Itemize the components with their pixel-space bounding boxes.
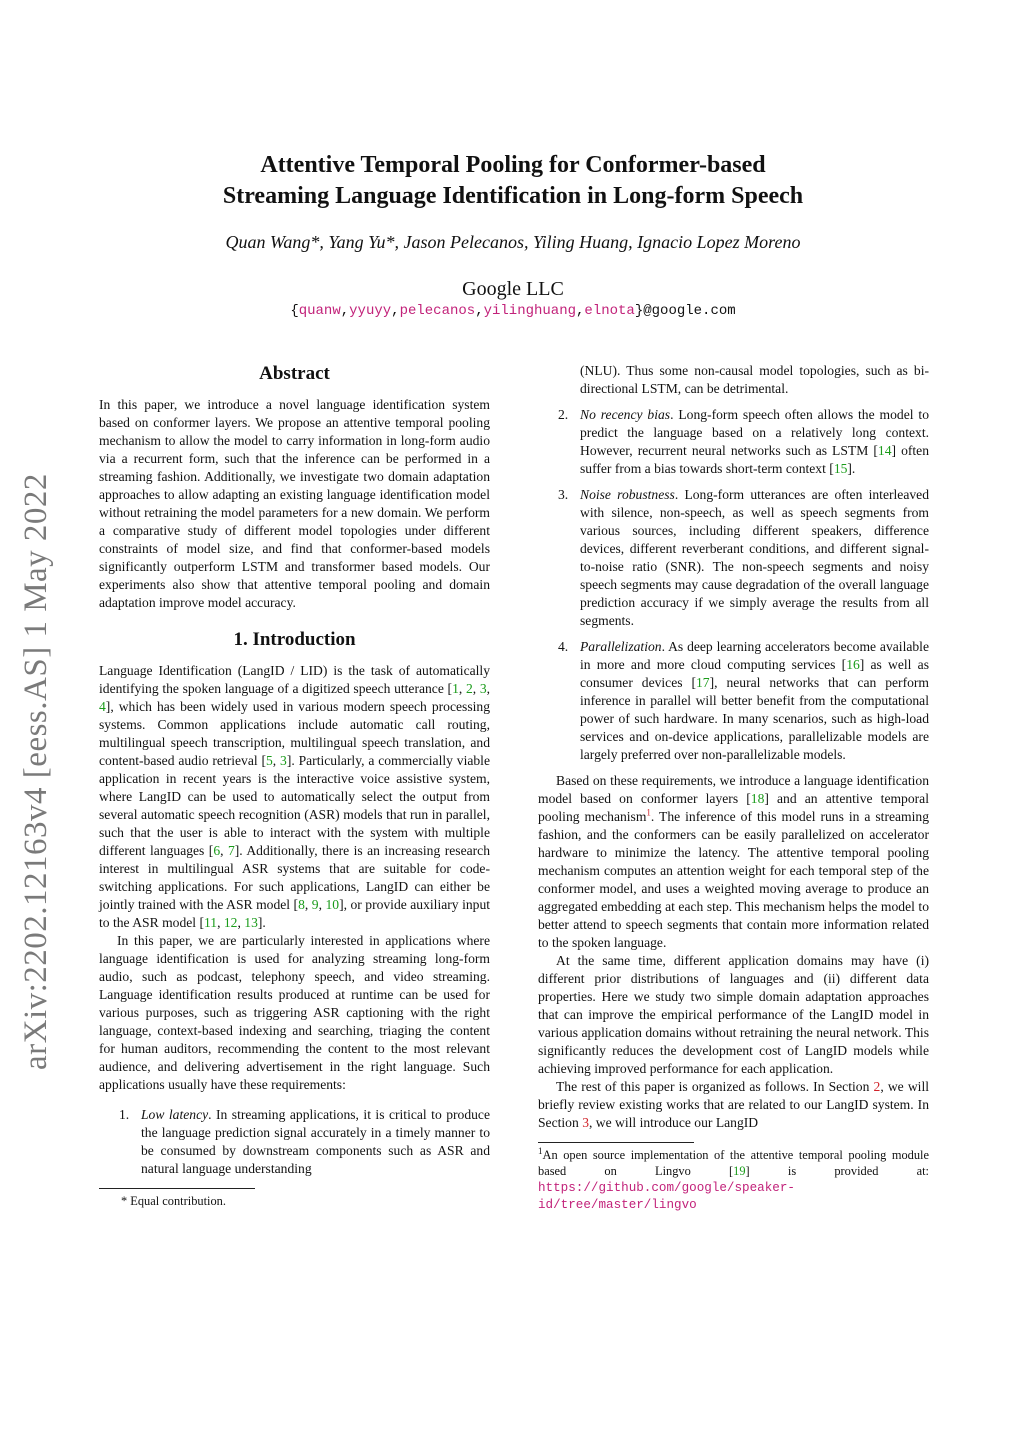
citation-link[interactable]: 12 [223,915,238,930]
list-item: 2. No recency bias. Long-form speech often allows the model to predict the language based on a relatively long context. However, recurrent neural networks such as LSTM [14] often suffer from a bias towards short-term context [15]. [558,407,930,476]
emails-domain: }@google.com [634,303,736,319]
citation-link[interactable]: 17 [696,675,710,690]
section-reference-link[interactable]: 2 [873,1079,881,1094]
body-paragraph: The rest of this paper is organized as follows. In Section 2, we will briefly review existing works that are related to our LangID system. In Section 3, we will introduce our LangID [538,1079,929,1130]
citation-link[interactable]: 14 [877,443,892,458]
citation-link[interactable]: 9 [311,897,319,912]
footnote-divider [538,1142,694,1143]
email-link[interactable]: yyuyy [349,303,392,319]
citation-link[interactable]: 19 [733,1164,746,1178]
citation-link[interactable]: 11 [203,915,218,930]
emails-open-brace: { [290,303,299,319]
footnote-implementation: $^1$An open source implementation of the attentive temporal pooling module based on Lingvo [19] is provided at: https://github.com/google/speaker-id/tree/master/lingvo [538,1145,929,1212]
citation-link[interactable]: 6 [213,843,221,858]
list-item-text: . In streaming applications, it is critical to produce the language prediction signal accurately in a timely manner to be consumed by downstream components such as ASR and natural language understanding [141,1107,490,1176]
email-link[interactable]: elnota [584,303,635,319]
footnote-number: 1 [538,1145,543,1156]
list-item [538,486,929,630]
citation-link[interactable]: 3 [280,753,287,768]
citation-link[interactable]: 10 [325,897,340,912]
email-link[interactable]: pelecanos [399,303,476,319]
citation-link[interactable]: 2 [465,681,473,696]
body-paragraph: Based on these requirements, we introduce a language identification model based on conformer layers [18] and an attentive temporal pooling mechanism$^1$. The inference of this model runs in a streaming fashion, and the conformers can be easily parallelized on accelerator hardware to minimize the latency. The attentive temporal pooling mechanism computes an attention weight for each temporal step of the conformer model, and uses a weighted moving average to produce an aggregated embedding at each step. This mechanism helps the model to better attend to speech segments that contain more information related to the spoken language. [538,773,929,950]
list-item: 4. Parallelization. As deep learning accelerators become available in more and more cloud computing services [16] as well as consumer devices [17], neural networks that can perform inference in parallel will better benefit from the computational power of such hardware. In many scenarios, such as high-load services and on-device applications, parallelizable models are largely preferred over non-parallelizable models. [558,639,929,762]
citation-link[interactable]: 18 [750,791,765,806]
intro-paragraph-1: Language Identification (LangID / LID) is the task of automatically identifying the spoken language of a digitized speech utterance [1, 2, 3, 4], which has been widely used in various modern speech processing systems. Common applications include automatic call routing, multilingual speech transcription, multilingual speech translation, and content-based audio retrieval [5, 3]. Particularly, a commercially viable application in recent years is the interactive voice assistive system, where LangID can be used to automatically select the output from several automatic speech recognition (ASR) models that run in parallel, such that the user is able to interact with the system with multiple different languages [6, 7]. Additionally, there is an increasing research interest in multilingual ASR systems that are suitable for code-switching applications. For such applications, LangID can either be jointly trained with the ASR model [8, 9, 10], or provide auxiliary input to the ASR model [11, 12, 13]. [99,663,491,930]
intro-paragraph-2: In this paper, we are particularly interested in applications where language identification is used for analyzing streaming long-form audio, such as podcast, telephony speech, and video streaming. Language identification results produced at runtime can be used for various purposes, such as triggering ASR captioning with the right language, context-based indexing and searching, triaging the content for human auditors, recommending the content to the most relevant audience, and delivering advertisement in the right language. Such applications usually have these requirements: [99,933,490,1092]
list-item-term: No recency bias [580,407,671,422]
list-item-text: . Long-form utterances are often interleaved with silence, non-speech, as well as speech segments from various sources, including different speakers, difference devices, different reverberant conditions, and different signal-to-noise ratio (SNR). The non-speech segments and noisy speech segments may cause degradation of the overall language prediction accuracy if we simply average the results from all segments. [580,487,929,628]
citation-link[interactable]: 7 [227,843,235,858]
arxiv-identifier-stamp: arXiv:2202.12163v4 [eess.AS] 1 May 2022 [18,473,54,1070]
right-column [538,362,929,1213]
introduction-heading: 1. Introduction [233,629,356,650]
list-item-number: 3. [558,487,569,502]
author-emails: {quanw,yyuyy,pelecanos,yilinghuang,elnota}@google.com [290,303,736,319]
footnote-divider [99,1188,255,1189]
left-column [99,362,490,1209]
section-reference-link[interactable]: 3 [582,1115,589,1130]
list-item-term: Parallelization [580,639,662,654]
citation-link[interactable]: 15 [833,461,848,476]
affiliation: Google LLC [462,278,564,300]
paper-title [120,150,906,212]
list-item [99,1106,490,1178]
citation-link[interactable]: 3 [479,681,487,696]
list-item-continuation: (NLU). Thus some non-causal model topologies, such as bi-directional LSTM, can be detrimental. [580,363,929,396]
github-url-link[interactable]: https://github.com/google/speaker-id/tree/master/lingvo [538,1181,795,1212]
citation-link[interactable]: 4 [99,699,106,714]
title-line-1: Attentive Temporal Pooling for Conformer-based [260,152,766,178]
requirements-list [99,1106,490,1178]
list-item-term: Noise robustness [580,487,675,502]
citation-link[interactable]: 1 [452,681,459,696]
author-list: Quan Wang*, Yang Yu*, Jason Pelecanos, Yiling Huang, Ignacio Lopez Moreno [225,232,801,252]
body-paragraph: At the same time, different application domains may have (i) different prior distributions of languages and (ii) different data properties. Here we study two simple domain adaptation approaches that can improve the empirical performance of the LangID model in various application domains without retraining the neural network. This significantly reduces the development cost of LangID models while achieving improved performance for each application. [538,953,929,1076]
abstract-text: In this paper, we introduce a novel language identification system based on conformer layers. We propose an attentive temporal pooling mechanism to allow the model to carry information in long-form audio via a recurrent form, such that the inference can be performed in a streaming fashion. Additionally, we investigate two domain adaptation approaches to allow adapting an existing language identification model without retraining the model parameters for a new domain. We perform a comparative study of different model topologies under different constraints of model size, and find that conformer-based models significantly outperform LSTM and transformer based models. Our experiments also show that attentive temporal pooling and domain adaptation improve model accuracy. [99,397,490,610]
requirements-list-continued [538,406,929,764]
list-item-term: Low latency [141,1107,209,1122]
list-item-number: 4. [558,639,569,654]
footnote-marker-link[interactable]: 1 [646,807,651,818]
email-link[interactable]: quanw [298,303,341,319]
email-link[interactable]: yilinghuang [483,303,577,319]
footnote-equal-contribution: * Equal contribution. [121,1194,226,1208]
abstract-heading: Abstract [259,363,330,384]
list-item-number: 2. [558,407,569,422]
citation-link[interactable]: 5 [266,753,273,768]
list-item-number: 1. [119,1107,130,1122]
title-line-2: Streaming Language Identification in Long-form Speech [222,183,804,209]
citation-link[interactable]: 16 [846,657,860,672]
citation-link[interactable]: 8 [298,897,305,912]
citation-link[interactable]: 13 [244,915,258,930]
